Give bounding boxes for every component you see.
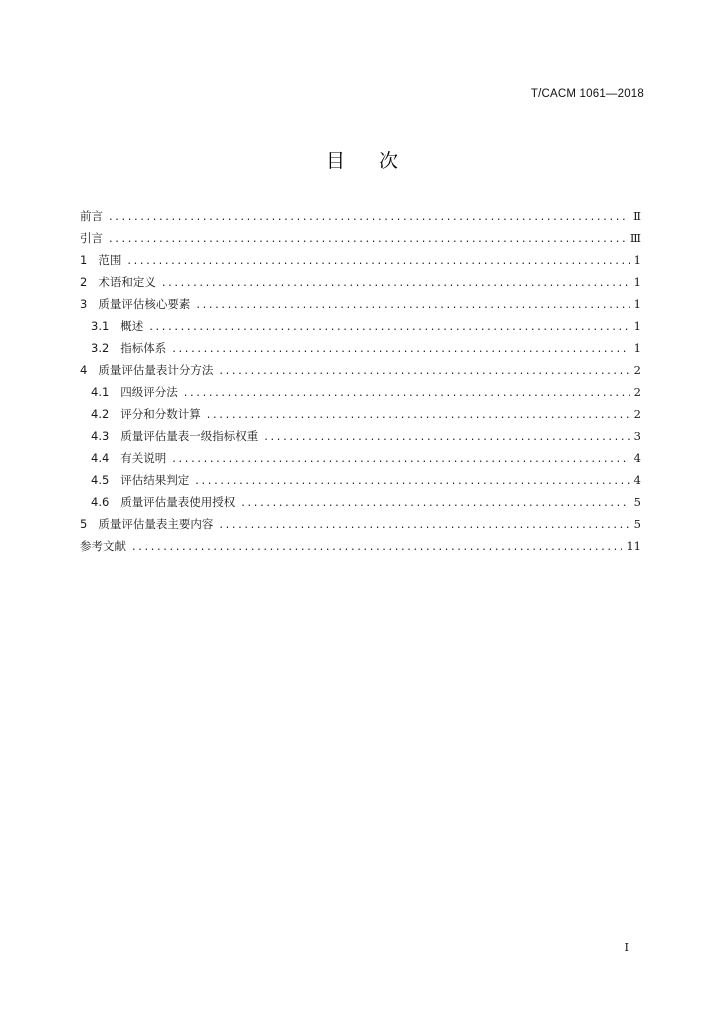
toc-entry-number: 4.3	[91, 429, 110, 443]
toc-entry-introduction[interactable]	[80, 227, 641, 249]
toc-entry-label: 有关说明	[120, 451, 167, 465]
page-number: I	[624, 940, 629, 954]
toc-entry-number: 5	[80, 517, 88, 531]
dot-leader	[207, 403, 630, 425]
toc-entry-number: 4.2	[91, 407, 110, 421]
toc-entry-page: 1	[633, 341, 641, 355]
dot-leader	[219, 513, 629, 535]
toc-entry-scope[interactable]	[80, 249, 641, 271]
toc-entry-label: 质量评估量表主要内容	[98, 517, 214, 531]
dot-leader	[132, 535, 622, 557]
toc-entry-label: 质量评估量表计分方法	[98, 363, 214, 377]
dot-leader	[219, 359, 629, 381]
toc-entry-usage-license[interactable]	[80, 491, 641, 513]
table-of-contents	[80, 205, 641, 557]
toc-entry-number: 1	[80, 253, 88, 267]
dot-leader	[172, 447, 629, 469]
toc-entry-number: 3.1	[91, 319, 110, 333]
toc-entry-label: 前言	[80, 209, 103, 223]
dot-leader	[109, 227, 626, 249]
dot-leader	[172, 337, 629, 359]
toc-entry-score-calculation[interactable]	[80, 403, 641, 425]
toc-entry-label: 评估结果判定	[120, 473, 190, 487]
toc-entry-page: 2	[633, 363, 641, 377]
toc-entry-page: 5	[633, 517, 641, 531]
toc-entry-page: 11	[626, 539, 641, 553]
toc-entry-label: 质量评估量表使用授权	[120, 495, 236, 509]
toc-entry-label: 参考文献	[80, 539, 126, 553]
toc-entry-number: 3	[80, 297, 88, 311]
toc-entry-references[interactable]	[80, 535, 641, 557]
toc-entry-page: 1	[633, 297, 641, 311]
toc-entry-result-judgment[interactable]	[80, 469, 641, 491]
toc-entry-page: Ⅱ	[633, 209, 641, 223]
toc-entry-label: 四级评分法	[120, 385, 178, 399]
toc-entry-number: 4.6	[91, 495, 110, 509]
dot-leader	[196, 293, 629, 315]
toc-entry-scoring-method[interactable]	[80, 359, 641, 381]
toc-entry-indicator-system[interactable]	[80, 337, 641, 359]
toc-entry-core-elements[interactable]	[80, 293, 641, 315]
toc-entry-number: 3.2	[91, 341, 110, 355]
toc-entry-foreword[interactable]	[80, 205, 641, 227]
toc-entry-indicator-weights[interactable]	[80, 425, 641, 447]
dot-leader	[109, 205, 629, 227]
toc-entry-page: 3	[633, 429, 641, 443]
toc-entry-scale-content[interactable]	[80, 513, 641, 535]
toc-entry-number: 4.4	[91, 451, 110, 465]
toc-entry-page: 2	[633, 407, 641, 421]
toc-entry-overview[interactable]	[80, 315, 641, 337]
toc-entry-page: 5	[633, 495, 641, 509]
toc-entry-page: 4	[633, 473, 641, 487]
toc-entry-number: 2	[80, 275, 88, 289]
dot-leader	[184, 381, 630, 403]
toc-entry-label: 范围	[98, 253, 122, 267]
toc-entry-number: 4.1	[91, 385, 110, 399]
dot-leader	[127, 249, 629, 271]
toc-entry-page: 1	[633, 275, 641, 289]
toc-entry-terms[interactable]	[80, 271, 641, 293]
toc-entry-label: 指标体系	[120, 341, 167, 355]
toc-entry-page: Ⅲ	[629, 231, 641, 245]
toc-entry-label: 引言	[80, 231, 103, 245]
toc-entry-page: 2	[633, 385, 641, 399]
toc-entry-label: 术语和定义	[98, 275, 156, 289]
toc-entry-label: 评分和分数计算	[120, 407, 201, 421]
toc-entry-notes[interactable]	[80, 447, 641, 469]
dot-leader	[149, 315, 629, 337]
toc-entry-page: 1	[633, 253, 641, 267]
dot-leader	[264, 425, 629, 447]
toc-entry-page: 1	[633, 319, 641, 333]
dot-leader	[195, 469, 629, 491]
toc-entry-number: 4	[80, 363, 88, 377]
dot-leader	[162, 271, 630, 293]
toc-entry-page: 4	[633, 451, 641, 465]
toc-entry-label: 质量评估核心要素	[98, 297, 191, 311]
toc-entry-label: 概述	[120, 319, 144, 333]
dot-leader	[241, 491, 629, 513]
standard-number: T/CACM 1061—2018	[530, 88, 644, 100]
toc-title: 目 次	[325, 150, 413, 172]
toc-entry-number: 4.5	[91, 473, 110, 487]
toc-entry-label: 质量评估量表一级指标权重	[120, 429, 259, 443]
toc-entry-four-level-scoring[interactable]	[80, 381, 641, 403]
